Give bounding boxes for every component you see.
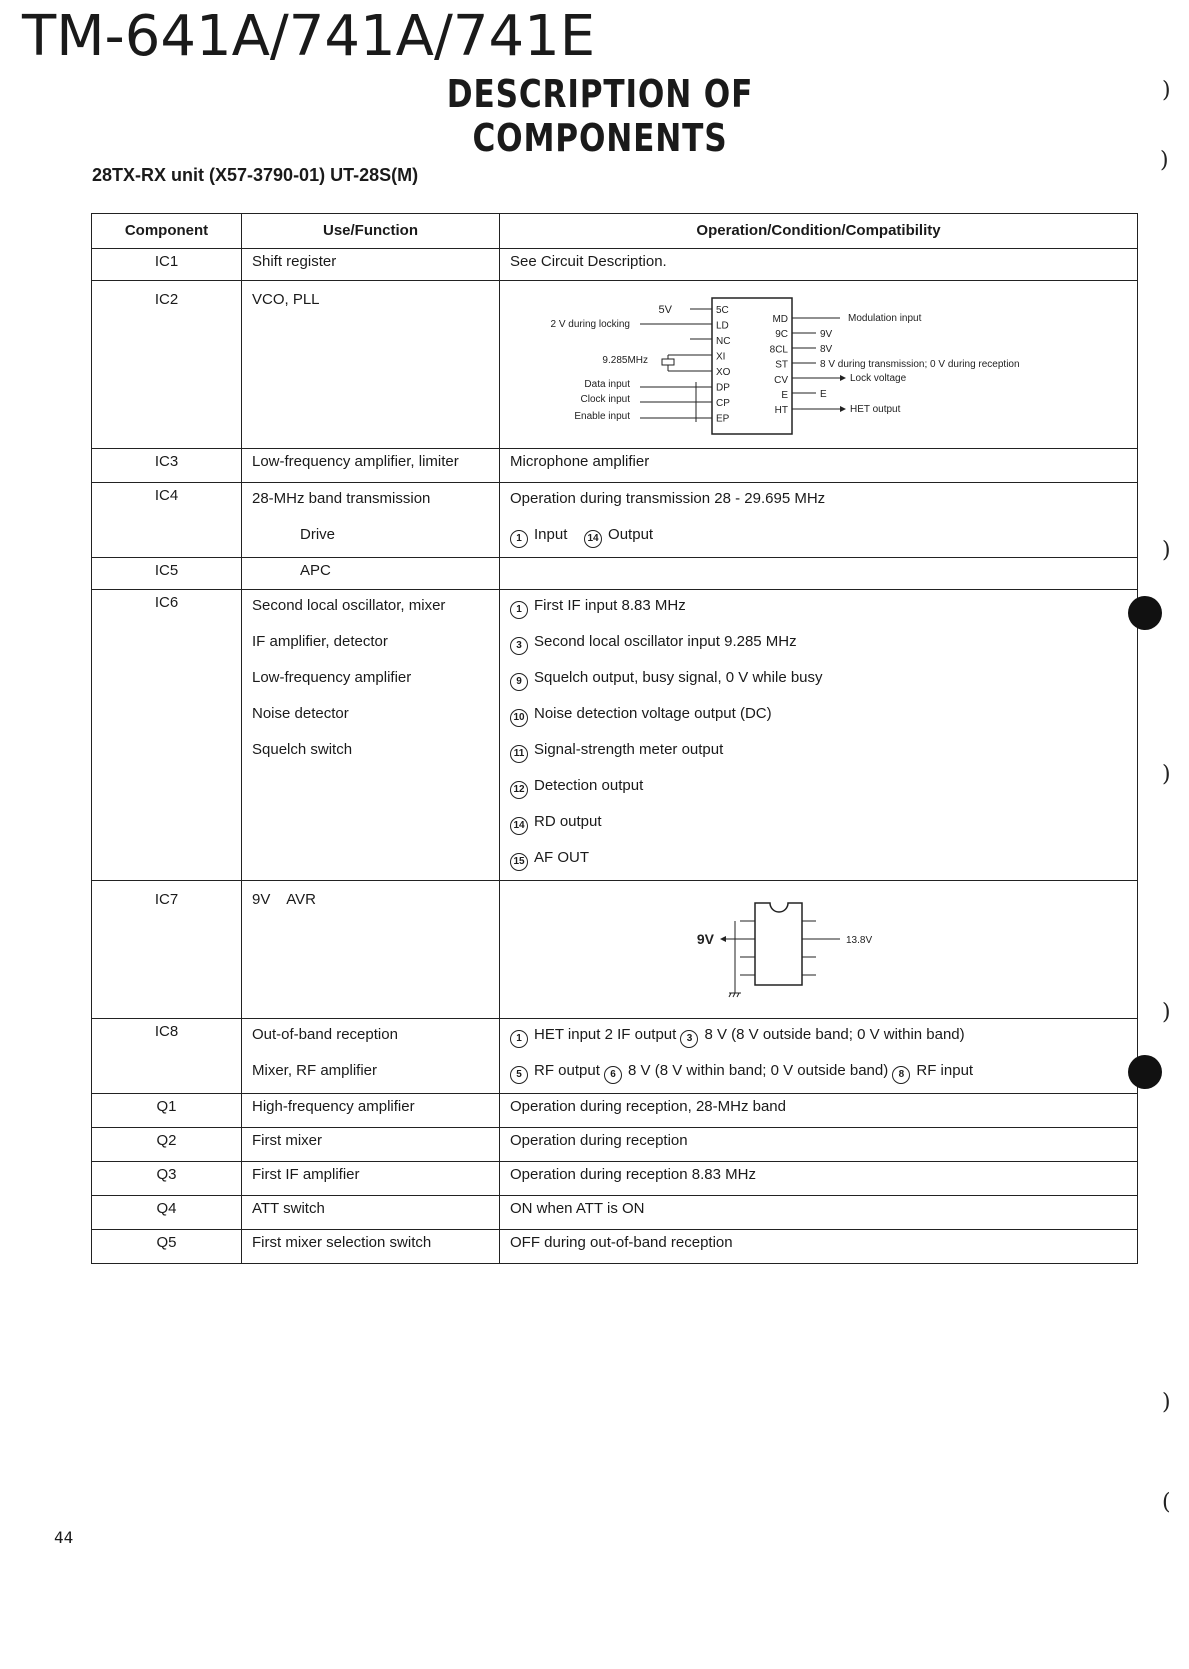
use-cell: First mixer (242, 1128, 500, 1162)
ic7-diagram-cell (500, 881, 1138, 1019)
op-line (510, 1053, 1127, 1089)
ic2-label-5v: 5V (658, 304, 672, 316)
ic7-label-out: 9V (696, 931, 714, 947)
op-line (510, 768, 1127, 804)
component-cell: Q4 (92, 1196, 242, 1230)
header-operation: Operation/Condition/Compatibility (500, 214, 1138, 249)
pin-text: 8 V (8 V within band; 0 V outside band) (628, 1062, 889, 1079)
use-cell: VCO, PLL (242, 281, 500, 449)
use-line: Out-of-band reception (252, 1026, 398, 1043)
use-line: Squelch switch (252, 741, 353, 758)
components-table (91, 213, 1138, 1264)
ic2-left-pin-label: XI (716, 351, 726, 363)
pin-number: 14 (510, 817, 528, 835)
ic2-left-pin-label: EP (716, 413, 730, 425)
op-line (510, 732, 1127, 768)
ic2-right-pin-label: CV (774, 374, 788, 386)
table-header-row (92, 214, 1138, 249)
pin-number: 14 (584, 530, 602, 548)
ic2-right-pin-label: MD (772, 314, 788, 325)
margin-mark-icon: ) (1162, 1390, 1171, 1415)
operation-cell: Operation during reception 8.83 MHz (500, 1162, 1138, 1196)
use-cell (242, 1019, 500, 1094)
pin-number: 8 (892, 1066, 910, 1084)
use-line: 28-MHz band transmission (252, 490, 431, 507)
use-line: Noise detector (252, 705, 349, 722)
ic2-left-pin-label: XO (716, 367, 731, 378)
pin-number: 1 (510, 1030, 528, 1048)
ic2-label-crystal: 9.285MHz (602, 355, 648, 366)
use-line: IF amplifier, detector (252, 633, 388, 650)
pin-number: 6 (604, 1066, 622, 1084)
margin-mark-icon: ) (1162, 78, 1171, 103)
pin-text: Detection output (534, 777, 644, 794)
ic2-pinout-diagram (500, 281, 1136, 447)
use-line: Second local oscillator, mixer (252, 597, 446, 614)
component-cell: IC5 (92, 558, 242, 590)
pin-text: RF output (534, 1062, 600, 1079)
operation-cell (500, 483, 1138, 558)
operation-cell (500, 558, 1138, 590)
use-cell: Low-frequency amplifier, limiter (242, 449, 500, 483)
margin-mark-icon: ( (1162, 1490, 1171, 1515)
pin-number: 1 (510, 530, 528, 548)
ic2-right-pin-label: 9C (775, 329, 788, 341)
operation-cell: Operation during reception, 28-MHz band (500, 1094, 1138, 1128)
table-row (92, 1196, 1138, 1230)
table-row (92, 1162, 1138, 1196)
header-use: Use/Function (242, 214, 500, 249)
use-cell: Shift register (242, 249, 500, 281)
header-component: Component (92, 214, 242, 249)
margin-mark-icon: ) (1162, 538, 1171, 563)
op-line (510, 840, 1127, 876)
binder-hole-dot (1128, 596, 1162, 630)
op-line (510, 517, 1127, 553)
table-row (92, 1230, 1138, 1264)
use-cell (242, 590, 500, 881)
ic2-left-pin-label: 5C (716, 305, 729, 316)
ic2-left-pin-label: DP (716, 382, 730, 394)
pin-text: 8 V (8 V outside band; 0 V within band) (704, 1026, 965, 1043)
ic2-right-pin-label: ST (775, 359, 788, 371)
section-title: DESCRIPTION OF COMPONENTS (446, 72, 754, 160)
use-cell (242, 558, 500, 590)
component-cell: IC8 (92, 1019, 242, 1094)
pin-text: Signal-strength meter output (534, 741, 724, 758)
operation-cell (500, 590, 1138, 881)
pin-text: Output (608, 526, 654, 543)
table-row (92, 590, 1138, 881)
pin-text: Noise detection voltage output (DC) (534, 705, 772, 722)
model-title: TM-641A/741A/741E (22, 4, 596, 69)
pin-number: 9 (510, 673, 528, 691)
table-row (92, 881, 1138, 1019)
component-cell: IC3 (92, 449, 242, 483)
table-row (92, 1094, 1138, 1128)
page-number: 44 (54, 1528, 74, 1547)
ic2-label-clock: Clock input (580, 394, 630, 405)
component-cell: Q3 (92, 1162, 242, 1196)
use-cell: High-frequency amplifier (242, 1094, 500, 1128)
ic7-chip-body (755, 903, 802, 985)
use-cell: ATT switch (242, 1196, 500, 1230)
ic2-left-pin-label: NC (716, 336, 731, 347)
pin-text: AF OUT (534, 849, 589, 866)
use-cell (242, 483, 500, 558)
ic2-label-9v: 9V (820, 329, 833, 340)
ic2-label-st: 8 V during transmission; 0 V during reception (820, 359, 1020, 370)
ic2-right-pins (770, 314, 789, 416)
ic2-right-pin-label: E (781, 390, 788, 401)
margin-mark-icon: ) (1162, 1000, 1171, 1025)
pin-number: 1 (510, 601, 528, 619)
operation-cell: Microphone amplifier (500, 449, 1138, 483)
ic2-left-pin-label: CP (716, 398, 730, 409)
table-row (92, 558, 1138, 590)
ic2-label-enable: Enable input (574, 411, 630, 422)
ic2-label-mod: Modulation input (848, 313, 922, 324)
pin-number: 3 (680, 1030, 698, 1048)
pin-number: 10 (510, 709, 528, 727)
margin-mark-icon: ) (1162, 762, 1171, 787)
table-row (92, 449, 1138, 483)
use-cell: 9V AVR (242, 881, 500, 1019)
op-line (510, 624, 1127, 660)
component-cell: IC4 (92, 483, 242, 558)
ic7-label-in: 13.8V (846, 935, 873, 946)
pin-text: RD output (534, 813, 602, 830)
ic2-label-e: E (820, 389, 827, 400)
op-line: Operation during transmission 28 - 29.695 MHz (510, 490, 826, 507)
unit-label: 28TX-RX unit (X57-3790-01) UT-28S(M) (92, 165, 419, 185)
component-cell: IC7 (92, 881, 242, 1019)
table-row (92, 1019, 1138, 1094)
ic2-diagram-cell (500, 281, 1138, 449)
use-cell: First IF amplifier (242, 1162, 500, 1196)
ic2-right-pin-label: HT (774, 405, 788, 417)
table-row (92, 249, 1138, 281)
operation-cell: OFF during out-of-band reception (500, 1230, 1138, 1264)
use-line: APC (300, 562, 331, 579)
margin-mark-icon: ) (1160, 148, 1169, 173)
component-cell: IC6 (92, 590, 242, 881)
ic2-label-8v: 8V (820, 344, 833, 355)
pin-text: HET input 2 IF output (534, 1026, 677, 1043)
op-line (510, 696, 1127, 732)
use-cell: First mixer selection switch (242, 1230, 500, 1264)
ic2-label-lock: Lock voltage (850, 373, 907, 384)
table-row (92, 281, 1138, 449)
pin-text: RF input (916, 1062, 974, 1079)
table-row (92, 1128, 1138, 1162)
operation-cell: Operation during reception (500, 1128, 1138, 1162)
op-line (510, 588, 1127, 624)
operation-cell (500, 1019, 1138, 1094)
component-cell: IC2 (92, 281, 242, 449)
ic7-regulator-diagram (500, 881, 1136, 1017)
pin-text: First IF input 8.83 MHz (534, 597, 686, 614)
pin-text: Second local oscillator input 9.285 MHz (534, 633, 797, 650)
table-row (92, 483, 1138, 558)
op-line (510, 804, 1127, 840)
ic2-label-data: Data input (584, 379, 630, 390)
component-cell: IC1 (92, 249, 242, 281)
pin-number: 11 (510, 745, 528, 763)
component-cell: Q1 (92, 1094, 242, 1128)
binder-hole-dot (1128, 1055, 1162, 1089)
use-line: Drive (300, 526, 336, 543)
pin-text: Squelch output, busy signal, 0 V while busy (534, 669, 823, 686)
pin-number: 12 (510, 781, 528, 799)
pin-number: 3 (510, 637, 528, 655)
pin-text: Input (534, 526, 568, 543)
pin-number: 5 (510, 1066, 528, 1084)
operation-cell: See Circuit Description. (500, 249, 1138, 281)
pin-number: 15 (510, 853, 528, 871)
ic2-right-pin-label: 8CL (769, 344, 788, 356)
op-line (510, 1017, 1127, 1053)
op-line (510, 660, 1127, 696)
use-line: Low-frequency amplifier (252, 669, 412, 686)
ic2-left-pin-label: LD (716, 320, 729, 332)
use-line: Mixer, RF amplifier (252, 1062, 378, 1079)
operation-cell: ON when ATT is ON (500, 1196, 1138, 1230)
ic2-left-pins (716, 305, 731, 425)
ic2-label-locking: 2 V during locking (550, 319, 630, 330)
component-cell: Q5 (92, 1230, 242, 1264)
component-cell: Q2 (92, 1128, 242, 1162)
ic2-label-het: HET output (850, 404, 901, 415)
